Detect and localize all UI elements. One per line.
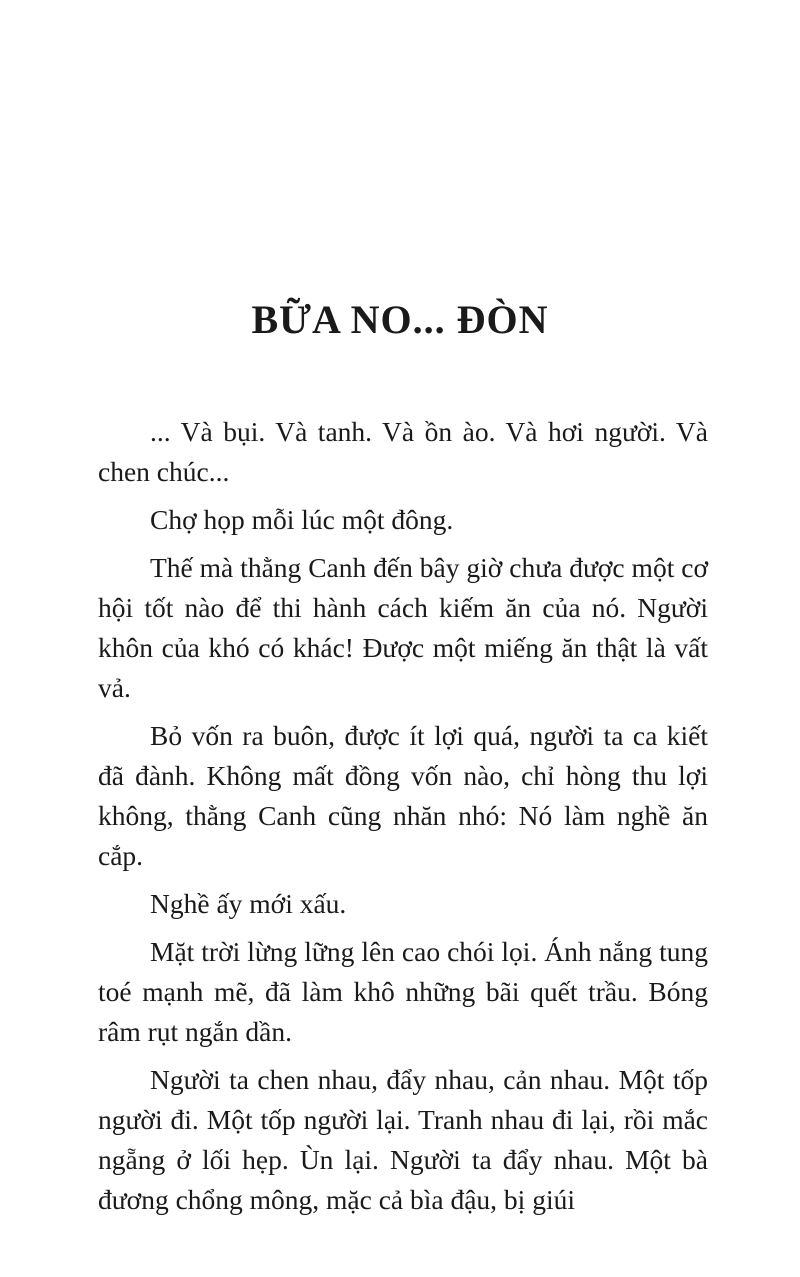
paragraph: Nghề ấy mới xấu.	[150, 888, 347, 919]
paragraph: Mặt trời lừng lững lên cao chói lọi. Ánh nắng tung toé mạnh mẽ, đã làm khô những bãi quết trầu. Bóng râm rụt ngắn dần.	[98, 936, 708, 1047]
paragraph: Chợ họp mỗi lúc một đông.	[150, 504, 454, 535]
chapter-body	[98, 412, 708, 1228]
paragraph: Thế mà thằng Canh đến bây giờ chưa được một cơ hội tốt nào để thi hành cách kiếm ăn của nó. Người khôn của khó có khác! Được một miếng ăn thật là vất vả.	[98, 552, 708, 703]
paragraph: ... Và bụi. Và tanh. Và ồn ào. Và hơi người. Và chen chúc...	[98, 416, 708, 487]
chapter-title: BỮA NO... ĐÒN	[251, 297, 549, 342]
paragraph: Người ta chen nhau, đẩy nhau, cản nhau. Một tốp người đi. Một tốp người lại. Tranh nhau đi lại, rồi mắc ngẵng ở lối hẹp. Ùn lại. Người ta đẩy nhau. Một bà đương chổng mông, mặc cả bìa đậu, bị giúi	[98, 1064, 708, 1215]
paragraph: Bỏ vốn ra buôn, được ít lợi quá, người ta ca kiết đã đành. Không mất đồng vốn nào, chỉ hòng thu lợi không, thằng Canh cũng nhăn nhó: Nó làm nghề ăn cắp.	[98, 720, 708, 871]
